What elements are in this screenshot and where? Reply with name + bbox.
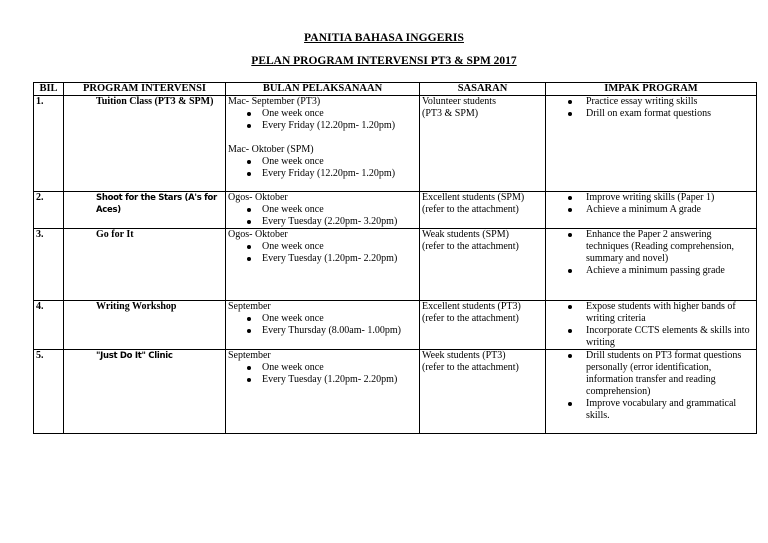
schedule-item: Every Friday (12.20pm- 1.20pm) [228, 120, 417, 132]
impact-list [548, 229, 754, 277]
target-note: (refer to the attachment) [422, 313, 519, 324]
table-row [34, 192, 757, 229]
impact-item: Drill on exam format questions [548, 108, 754, 120]
schedule-cell [226, 192, 420, 229]
schedule-item: Every Tuesday (2.20pm- 3.20pm) [228, 216, 417, 228]
table-header-row [34, 83, 757, 96]
schedule-list [228, 313, 417, 337]
impact-cell [546, 229, 757, 301]
row-number: 1. [34, 96, 64, 192]
schedule-list [228, 108, 417, 132]
target-group: Excellent students (PT3) [422, 301, 521, 312]
schedule-item: Every Tuesday (1.20pm- 2.20pm) [228, 253, 417, 265]
schedule-list [228, 362, 417, 386]
table-row [34, 301, 757, 350]
target-cell [420, 301, 546, 350]
document-subtitle: PELAN PROGRAM INTERVENSI PT3 & SPM 2017 [251, 55, 517, 67]
row-number: 4. [34, 301, 64, 350]
impact-list [548, 301, 754, 349]
table-row [34, 96, 757, 192]
target-group: Weak students (SPM) [422, 229, 509, 240]
table-row [34, 229, 757, 301]
target-group: Week students (PT3) [422, 350, 506, 361]
period-label: Mac- September (PT3) [228, 96, 321, 107]
intervention-table [33, 82, 757, 434]
target-cell [420, 96, 546, 192]
program-name: Writing Workshop [64, 301, 226, 350]
schedule-item: One week once [228, 108, 417, 120]
impact-cell [546, 192, 757, 229]
period-label: September [228, 350, 271, 361]
table-row [34, 350, 757, 434]
impact-item: Incorporate CCTS elements & skills into writing [548, 325, 754, 349]
period-label: Ogos- Oktober [228, 192, 288, 203]
row-number: 2. [34, 192, 64, 229]
period-label: Ogos- Oktober [228, 229, 288, 240]
impact-item: Practice essay writing skills [548, 96, 754, 108]
target-group: Volunteer students [422, 96, 496, 107]
schedule-cell [226, 229, 420, 301]
program-name: "Just Do It" Clinic [64, 350, 226, 434]
impact-item: Drill students on PT3 format questions personally (error identification, information transfer and reading comprehension) [548, 350, 754, 398]
target-note: (refer to the attachment) [422, 362, 519, 373]
schedule-item: Every Thursday (8.00am- 1.00pm) [228, 325, 417, 337]
target-note: (refer to the attachment) [422, 241, 519, 252]
impact-cell [546, 301, 757, 350]
target-cell [420, 192, 546, 229]
column-header-sasaran: SASARAN [420, 83, 546, 96]
program-name: Tuition Class (PT3 & SPM) [64, 96, 226, 192]
row-number: 3. [34, 229, 64, 301]
column-header-bil: BIL [34, 83, 64, 96]
impact-item: Achieve a minimum A grade [548, 204, 754, 216]
column-header-impak: IMPAK PROGRAM [546, 83, 757, 96]
period-label: September [228, 301, 271, 312]
document-title: PANITIA BAHASA INGGERIS [304, 32, 464, 44]
impact-item: Achieve a minimum passing grade [548, 265, 754, 277]
schedule-list [228, 156, 417, 180]
schedule-item: One week once [228, 313, 417, 325]
row-number: 5. [34, 350, 64, 434]
impact-item: Expose students with higher bands of writing criteria [548, 301, 754, 325]
schedule-cell [226, 301, 420, 350]
program-name: Shoot for the Stars (A's for Aces) [64, 192, 226, 229]
impact-list [548, 192, 754, 216]
impact-cell [546, 350, 757, 434]
program-name: Go for It [64, 229, 226, 301]
target-cell [420, 229, 546, 301]
target-cell [420, 350, 546, 434]
impact-item: Improve vocabulary and grammatical skills. [548, 398, 754, 422]
schedule-item: One week once [228, 156, 417, 168]
schedule-item: One week once [228, 241, 417, 253]
schedule-list [228, 241, 417, 265]
impact-list [548, 350, 754, 422]
schedule-cell [226, 350, 420, 434]
column-header-program: PROGRAM INTERVENSI [64, 83, 226, 96]
schedule-item: Every Friday (12.20pm- 1.20pm) [228, 168, 417, 180]
impact-cell [546, 96, 757, 192]
column-header-bulan: BULAN PELAKSANAAN [226, 83, 420, 96]
impact-list [548, 96, 754, 120]
target-note: (refer to the attachment) [422, 204, 519, 215]
schedule-list [228, 204, 417, 228]
schedule-item: One week once [228, 362, 417, 374]
schedule-cell [226, 96, 420, 192]
target-group: Excellent students (SPM) [422, 192, 525, 203]
schedule-item: One week once [228, 204, 417, 216]
impact-item: Enhance the Paper 2 answering techniques (Reading comprehension, summary and novel) [548, 229, 754, 265]
impact-item: Improve writing skills (Paper 1) [548, 192, 754, 204]
schedule-item: Every Tuesday (1.20pm- 2.20pm) [228, 374, 417, 386]
period-label: Mac- Oktober (SPM) [228, 144, 314, 155]
target-note: (PT3 & SPM) [422, 108, 479, 119]
